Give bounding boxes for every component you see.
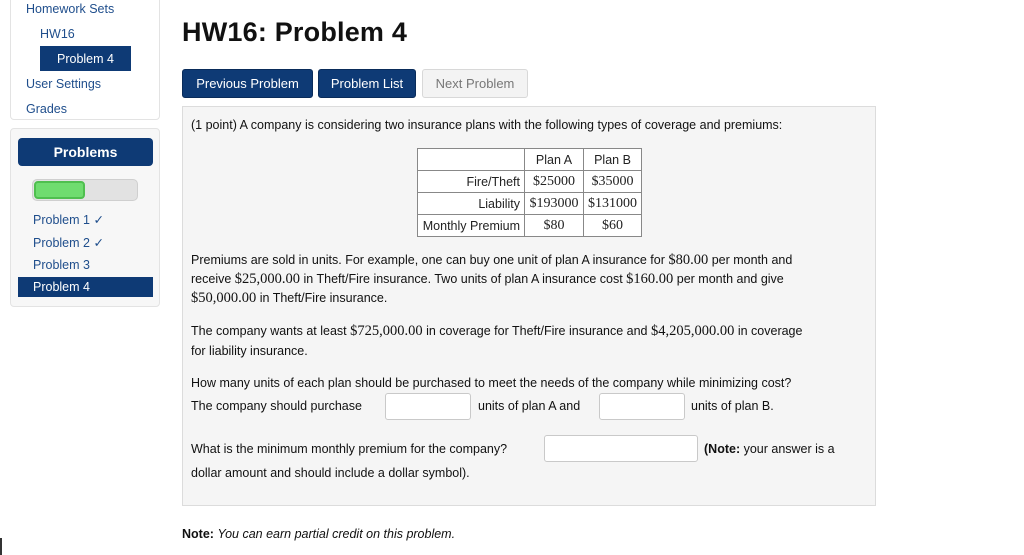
problem-list-button[interactable]: Problem List <box>318 69 416 98</box>
premium-note <box>704 440 835 459</box>
table-header-plan-a: Plan A <box>525 149 584 171</box>
table-header-row <box>418 149 642 171</box>
plan-b-units-input[interactable] <box>599 393 685 420</box>
nav-problem-active[interactable]: Problem 4 <box>40 46 131 71</box>
table-cell: $60 <box>584 215 642 237</box>
text-span: receive <box>191 272 235 286</box>
premium-note-line2: dollar amount and should include a dollar symbol). <box>191 466 470 480</box>
table-row <box>418 171 642 193</box>
question-premium: What is the minimum monthly premium for the company? <box>191 442 508 456</box>
table-header-plan-b: Plan B <box>584 149 642 171</box>
note-label: Note: <box>182 527 214 541</box>
table-row-label: Liability <box>418 193 525 215</box>
problem-3-link[interactable]: Problem 3 <box>33 258 90 272</box>
progress-bar-fill <box>34 181 85 199</box>
nav-user-settings-link[interactable]: User Settings <box>26 77 102 91</box>
paragraph-units-line3 <box>191 289 387 308</box>
problem-intro: (1 point) A company is considering two insurance plans with the following types of coverage and premiums: <box>191 118 783 132</box>
math-value: $80.00 <box>668 252 709 268</box>
math-value: $25,000.00 <box>234 271 301 287</box>
text-span: per month and give <box>673 272 784 286</box>
problem-1-link[interactable]: Problem 1 ✓ <box>33 213 104 227</box>
window-edge <box>0 538 2 555</box>
note-text: You can earn partial credit on this problem. <box>217 527 456 541</box>
text-span: The company wants at least <box>191 324 351 338</box>
question-units: How many units of each plan should be purchased to meet the needs of the company while minimizing cost? <box>191 376 792 390</box>
problem-4-link[interactable]: Problem 4 <box>18 277 153 297</box>
math-value: $160.00 <box>626 271 674 287</box>
table-cell: $131000 <box>584 193 642 215</box>
next-problem-button[interactable]: Next Problem <box>422 69 528 98</box>
problem-2-link[interactable]: Problem 2 ✓ <box>33 236 104 250</box>
question-units-middle: units of plan A and <box>478 399 581 413</box>
page-title: HW16: Problem 4 <box>182 17 408 47</box>
text-span: per month and <box>708 253 793 267</box>
math-value: $725,000.00 <box>350 323 423 339</box>
table-cell: $25000 <box>525 171 584 193</box>
table-cell: $80 <box>525 215 584 237</box>
nav-grades-link[interactable]: Grades <box>26 102 67 116</box>
text-span: in coverage <box>734 324 803 338</box>
table-row <box>418 193 642 215</box>
paragraph-units-line1 <box>191 251 792 270</box>
table-row-label: Fire/Theft <box>418 171 525 193</box>
plan-a-units-input[interactable] <box>385 393 471 420</box>
paragraph-units-line2 <box>191 270 784 289</box>
paragraph-coverage-line2: for liability insurance. <box>191 344 308 358</box>
table-cell: $35000 <box>584 171 642 193</box>
table-row-label: Monthly Premium <box>418 215 525 237</box>
question-units-prefix: The company should purchase <box>191 399 362 413</box>
plans-table <box>417 148 642 237</box>
table-header-cell <box>418 149 525 171</box>
table-row <box>418 215 642 237</box>
text-span: in coverage for Theft/Fire insurance and <box>422 324 651 338</box>
previous-problem-button[interactable]: Previous Problem <box>182 69 313 98</box>
text-span: in Theft/Fire insurance. <box>256 291 388 305</box>
question-units-suffix: units of plan B. <box>691 399 774 413</box>
math-value: $50,000.00 <box>191 290 257 306</box>
nav-homework-sets-link[interactable]: Homework Sets <box>26 2 115 16</box>
note-label: (Note: <box>704 442 741 456</box>
text-span: your answer is a <box>740 442 835 456</box>
table-cell: $193000 <box>525 193 584 215</box>
partial-credit-note <box>182 527 455 541</box>
text-span: in Theft/Fire insurance. Two units of plan A insurance cost <box>300 272 627 286</box>
nav-hw-link[interactable]: HW16 <box>40 27 75 41</box>
math-value: $4,205,000.00 <box>650 323 735 339</box>
text-span: Premiums are sold in units. For example, one can buy one unit of plan A insurance for <box>191 253 669 267</box>
paragraph-coverage-line1 <box>191 322 802 341</box>
problems-header: Problems <box>18 138 153 166</box>
min-premium-input[interactable] <box>544 435 698 462</box>
